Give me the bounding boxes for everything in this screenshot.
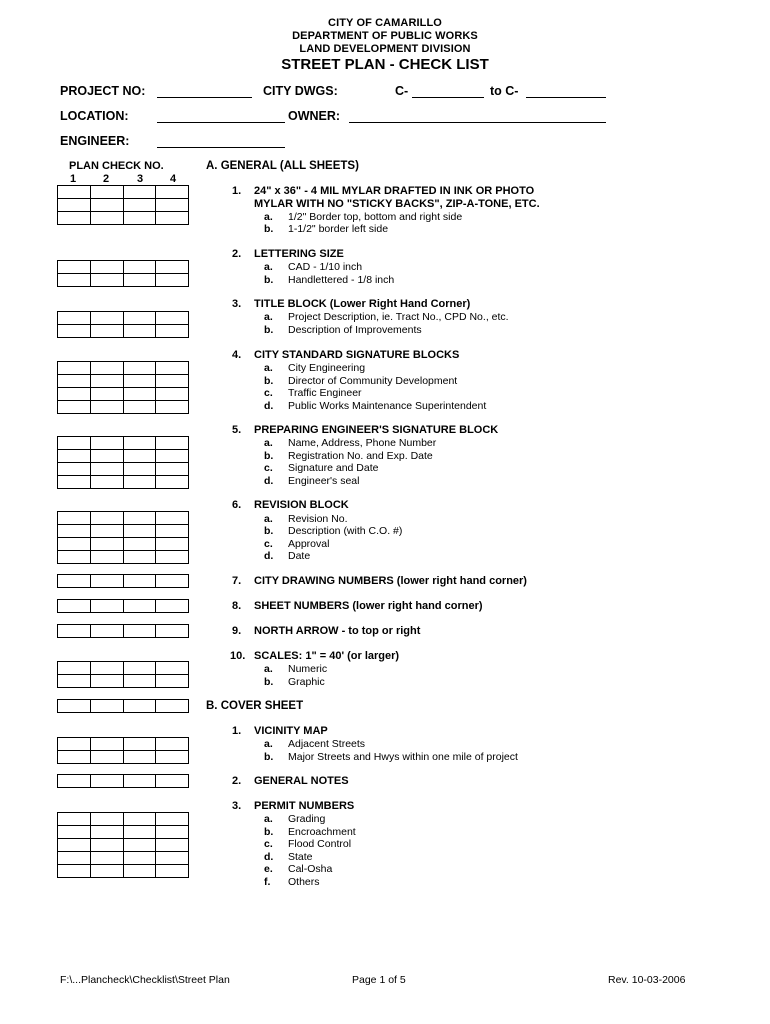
sub-letter: b. — [264, 223, 274, 235]
plan-check-box[interactable] — [58, 437, 91, 450]
plan-check-box[interactable] — [58, 476, 91, 489]
plan-check-col-2: 2 — [103, 173, 110, 185]
plan-check-box[interactable] — [90, 512, 123, 525]
sub-letter: d. — [264, 400, 274, 412]
plan-check-box[interactable] — [123, 826, 156, 839]
plan-check-box[interactable] — [58, 662, 91, 675]
plan-check-box[interactable] — [58, 375, 91, 388]
plan-check-box[interactable] — [156, 450, 189, 463]
sub-letter: c. — [264, 387, 273, 399]
plan-check-box[interactable] — [156, 186, 189, 199]
sub-item: Adjacent Streets — [288, 738, 366, 750]
plan-check-box[interactable] — [123, 738, 156, 751]
item-number: 3. — [232, 800, 242, 812]
item-number: 6. — [232, 499, 242, 511]
header-city: CITY OF CAMARILLO — [328, 17, 442, 29]
sub-letter: a. — [264, 311, 273, 323]
plan-check-grid — [57, 624, 189, 638]
section-b-title: B. COVER SHEET — [206, 700, 304, 712]
sub-letter: a. — [264, 738, 273, 750]
plan-check-box[interactable] — [156, 775, 189, 788]
plan-check-box[interactable] — [156, 675, 189, 688]
plan-check-box[interactable] — [90, 463, 123, 476]
sub-item: Major Streets and Hwys within one mile of project — [288, 751, 518, 763]
plan-check-box[interactable] — [58, 675, 91, 688]
c-prefix-label: C- — [395, 84, 409, 98]
plan-check-box[interactable] — [123, 662, 156, 675]
header-department: DEPARTMENT OF PUBLIC WORKS — [292, 30, 478, 42]
sub-item: Graphic — [288, 676, 325, 688]
sub-letter: a. — [264, 437, 273, 449]
sub-item: Description of Improvements — [288, 324, 422, 336]
sub-item: City Engineering — [288, 362, 366, 374]
sub-item: Engineer's seal — [288, 475, 360, 487]
plan-check-box[interactable] — [156, 700, 189, 713]
sub-letter: b. — [264, 676, 274, 688]
plan-check-box[interactable] — [123, 675, 156, 688]
item-number: 4. — [232, 349, 242, 361]
item-title: SHEET NUMBERS (lower right hand corner) — [254, 600, 483, 612]
plan-check-box[interactable] — [156, 476, 189, 489]
item-title: CITY STANDARD SIGNATURE BLOCKS — [254, 349, 460, 361]
sub-letter: d. — [264, 475, 274, 487]
plan-check-box[interactable] — [156, 388, 189, 401]
sub-item: Flood Control — [288, 838, 352, 850]
plan-check-box[interactable] — [90, 437, 123, 450]
plan-check-box[interactable] — [90, 865, 123, 878]
plan-check-box[interactable] — [123, 775, 156, 788]
plan-check-box[interactable] — [58, 512, 91, 525]
plan-check-grid — [57, 812, 189, 878]
item-number: 5. — [232, 424, 242, 436]
plan-check-box[interactable] — [90, 212, 123, 225]
plan-check-box[interactable] — [123, 476, 156, 489]
plan-check-box[interactable] — [90, 186, 123, 199]
page-title: STREET PLAN - CHECK LIST — [281, 56, 489, 73]
sub-item: 1/2" Border top, bottom and right side — [288, 211, 463, 223]
plan-check-grid — [57, 260, 189, 287]
plan-check-grid — [57, 774, 189, 788]
plan-check-box[interactable] — [156, 512, 189, 525]
plan-check-box[interactable] — [156, 575, 189, 588]
footer-page-number: Page 1 of 5 — [352, 974, 406, 986]
project-no-label: PROJECT NO: — [60, 84, 146, 98]
plan-check-box[interactable] — [58, 450, 91, 463]
plan-check-box[interactable] — [156, 274, 189, 287]
item-title: NORTH ARROW - to top or right — [254, 625, 421, 637]
section-a-title: A. GENERAL (ALL SHEETS) — [206, 160, 359, 172]
plan-check-box[interactable] — [123, 575, 156, 588]
item-number: 10. — [230, 650, 246, 662]
sub-letter: a. — [264, 663, 273, 675]
plan-check-box[interactable] — [90, 538, 123, 551]
sub-letter: b. — [264, 274, 274, 286]
plan-check-box[interactable] — [123, 450, 156, 463]
owner-label: OWNER: — [288, 109, 341, 123]
item-title: GENERAL NOTES — [254, 775, 349, 787]
sub-letter: b. — [264, 324, 274, 336]
plan-check-box[interactable] — [90, 261, 123, 274]
plan-check-box[interactable] — [156, 401, 189, 414]
plan-check-box[interactable] — [123, 865, 156, 878]
item-number: 1. — [232, 185, 242, 197]
sub-letter: d. — [264, 550, 274, 562]
location-label: LOCATION: — [60, 109, 129, 123]
plan-check-box[interactable] — [58, 700, 91, 713]
plan-check-box[interactable] — [58, 261, 91, 274]
plan-check-box[interactable] — [90, 662, 123, 675]
plan-check-box[interactable] — [156, 600, 189, 613]
plan-check-box[interactable] — [90, 751, 123, 764]
plan-check-box[interactable] — [58, 575, 91, 588]
sub-item: Cal-Osha — [288, 863, 333, 875]
plan-check-box[interactable] — [123, 437, 156, 450]
sub-item: Revision No. — [288, 513, 348, 525]
project-no-field[interactable] — [157, 97, 252, 98]
plan-check-col-4: 4 — [170, 173, 177, 185]
sub-item: Public Works Maintenance Superintendent — [288, 400, 487, 412]
plan-check-box[interactable] — [90, 839, 123, 852]
plan-check-grid — [57, 436, 189, 489]
sub-letter: b. — [264, 826, 274, 838]
sub-item: Numeric — [288, 663, 328, 675]
item-number: 7. — [232, 575, 242, 587]
plan-check-box[interactable] — [123, 600, 156, 613]
plan-check-box[interactable] — [156, 852, 189, 865]
plan-check-box[interactable] — [156, 865, 189, 878]
item-title: 24" x 36" - 4 MIL MYLAR DRAFTED IN INK OR PHOTO — [254, 185, 535, 197]
plan-check-box[interactable] — [58, 852, 91, 865]
plan-check-box[interactable] — [58, 463, 91, 476]
plan-check-box[interactable] — [58, 312, 91, 325]
plan-check-box[interactable] — [123, 551, 156, 564]
plan-check-box[interactable] — [90, 738, 123, 751]
item-title: REVISION BLOCK — [254, 499, 349, 511]
plan-check-box[interactable] — [90, 325, 123, 338]
plan-check-box[interactable] — [156, 826, 189, 839]
plan-check-grid — [57, 511, 189, 564]
plan-check-box[interactable] — [58, 826, 91, 839]
owner-field[interactable] — [349, 122, 606, 123]
sub-letter: d. — [264, 851, 274, 863]
sub-letter: f. — [264, 876, 271, 888]
item-number: 2. — [232, 248, 242, 260]
footer-file-path: F:\...Plancheck\Checklist\Street Plan — [60, 974, 230, 986]
plan-check-box[interactable] — [123, 388, 156, 401]
plan-check-box[interactable] — [58, 865, 91, 878]
plan-check-label: PLAN CHECK NO. — [69, 160, 164, 172]
plan-check-box[interactable] — [58, 538, 91, 551]
sub-item: Registration No. and Exp. Date — [288, 450, 433, 462]
plan-check-box[interactable] — [123, 625, 156, 638]
sub-item: Traffic Engineer — [288, 387, 362, 399]
plan-check-box[interactable] — [90, 525, 123, 538]
sub-item: Date — [288, 550, 311, 562]
c-from-field[interactable] — [412, 97, 484, 98]
plan-check-box[interactable] — [58, 362, 91, 375]
item-number: 1. — [232, 725, 242, 737]
header-division: LAND DEVELOPMENT DIVISION — [299, 43, 471, 55]
plan-check-box[interactable] — [123, 375, 156, 388]
plan-check-box[interactable] — [123, 852, 156, 865]
sub-letter: b. — [264, 450, 274, 462]
location-field[interactable] — [157, 122, 285, 123]
plan-check-box[interactable] — [58, 525, 91, 538]
plan-check-box[interactable] — [58, 212, 91, 225]
plan-check-box[interactable] — [156, 261, 189, 274]
engineer-field[interactable] — [157, 147, 285, 148]
item-number: 8. — [232, 600, 242, 612]
plan-check-box[interactable] — [90, 826, 123, 839]
plan-check-box[interactable] — [90, 675, 123, 688]
plan-check-box[interactable] — [156, 525, 189, 538]
sub-item: CAD - 1/10 inch — [288, 261, 363, 273]
plan-check-box[interactable] — [123, 463, 156, 476]
item-title: LETTERING SIZE — [254, 248, 344, 260]
plan-check-box[interactable] — [123, 525, 156, 538]
plan-check-grid — [57, 574, 189, 588]
plan-check-box[interactable] — [90, 575, 123, 588]
plan-check-grid — [57, 599, 189, 613]
plan-check-box[interactable] — [123, 186, 156, 199]
item-title: SCALES: 1" = 40' (or larger) — [254, 650, 400, 662]
sub-item: Handlettered - 1/8 inch — [288, 274, 395, 286]
plan-check-box[interactable] — [90, 476, 123, 489]
sub-item: Project Description, ie. Tract No., CPD No., etc. — [288, 311, 509, 323]
plan-check-box[interactable] — [156, 625, 189, 638]
plan-check-box[interactable] — [90, 600, 123, 613]
sub-item: Encroachment — [288, 826, 356, 838]
sub-letter: c. — [264, 538, 273, 550]
engineer-label: ENGINEER: — [60, 134, 130, 148]
plan-check-box[interactable] — [123, 312, 156, 325]
plan-check-box[interactable] — [123, 362, 156, 375]
plan-check-box[interactable] — [156, 738, 189, 751]
plan-check-box[interactable] — [156, 375, 189, 388]
plan-check-grid — [57, 661, 189, 688]
item-number: 3. — [232, 298, 242, 310]
footer-revision: Rev. 10-03-2006 — [608, 974, 686, 986]
plan-check-box[interactable] — [58, 325, 91, 338]
plan-check-box[interactable] — [156, 437, 189, 450]
item-number: 9. — [232, 625, 242, 637]
plan-check-box[interactable] — [123, 325, 156, 338]
plan-check-box[interactable] — [123, 813, 156, 826]
sub-letter: a. — [264, 211, 273, 223]
plan-check-box[interactable] — [156, 662, 189, 675]
plan-check-grid — [57, 699, 189, 713]
sub-item: Description (with C.O. #) — [288, 525, 403, 537]
plan-check-box[interactable] — [58, 551, 91, 564]
plan-check-box[interactable] — [156, 751, 189, 764]
plan-check-box[interactable] — [58, 775, 91, 788]
sub-letter: a. — [264, 261, 273, 273]
item-title: MYLAR WITH NO "STICKY BACKS", ZIP-A-TONE, ETC. — [254, 198, 540, 210]
plan-check-grid — [57, 185, 189, 225]
plan-check-box[interactable] — [156, 538, 189, 551]
item-title: PREPARING ENGINEER'S SIGNATURE BLOCK — [254, 424, 499, 436]
sub-letter: b. — [264, 525, 274, 537]
plan-check-box[interactable] — [58, 274, 91, 287]
plan-check-box[interactable] — [90, 274, 123, 287]
plan-check-box[interactable] — [58, 738, 91, 751]
plan-check-box[interactable] — [58, 600, 91, 613]
sub-letter: c. — [264, 838, 273, 850]
plan-check-box[interactable] — [58, 813, 91, 826]
item-title: VICINITY MAP — [254, 725, 328, 737]
sub-letter: a. — [264, 513, 273, 525]
plan-check-box[interactable] — [156, 813, 189, 826]
item-title: TITLE BLOCK (Lower Right Hand Corner) — [254, 298, 471, 310]
item-title: CITY DRAWING NUMBERS (lower right hand corner) — [254, 575, 527, 587]
c-to-field[interactable] — [526, 97, 606, 98]
plan-check-box[interactable] — [156, 212, 189, 225]
plan-check-box[interactable] — [123, 261, 156, 274]
plan-check-box[interactable] — [58, 401, 91, 414]
plan-check-box[interactable] — [90, 199, 123, 212]
item-title: PERMIT NUMBERS — [254, 800, 355, 812]
plan-check-box[interactable] — [123, 401, 156, 414]
sub-letter: b. — [264, 375, 274, 387]
plan-check-box[interactable] — [123, 512, 156, 525]
plan-check-box[interactable] — [123, 751, 156, 764]
plan-check-box[interactable] — [156, 551, 189, 564]
plan-check-box[interactable] — [58, 751, 91, 764]
plan-check-col-1: 1 — [70, 173, 77, 185]
plan-check-box[interactable] — [90, 388, 123, 401]
plan-check-grid — [57, 361, 189, 414]
sub-item: 1-1/2" border left side — [288, 223, 389, 235]
to-c-label: to C- — [490, 84, 519, 98]
plan-check-box[interactable] — [90, 551, 123, 564]
sub-letter: a. — [264, 362, 273, 374]
plan-check-box[interactable] — [156, 463, 189, 476]
plan-check-box[interactable] — [90, 775, 123, 788]
plan-check-box[interactable] — [90, 700, 123, 713]
item-number: 2. — [232, 775, 242, 787]
plan-check-box[interactable] — [156, 199, 189, 212]
sub-item: State — [288, 851, 313, 863]
sub-item: Others — [288, 876, 320, 888]
plan-check-box[interactable] — [58, 388, 91, 401]
sub-item: Director of Community Development — [288, 375, 458, 387]
plan-check-grid — [57, 311, 189, 338]
plan-check-grid — [57, 737, 189, 764]
plan-check-box[interactable] — [58, 625, 91, 638]
plan-check-box[interactable] — [90, 625, 123, 638]
plan-check-box[interactable] — [90, 362, 123, 375]
plan-check-box[interactable] — [90, 375, 123, 388]
plan-check-box[interactable] — [123, 839, 156, 852]
plan-check-box[interactable] — [123, 212, 156, 225]
plan-check-box[interactable] — [90, 852, 123, 865]
city-dwgs-label: CITY DWGS: — [263, 84, 338, 98]
plan-check-box[interactable] — [58, 839, 91, 852]
plan-check-box[interactable] — [123, 199, 156, 212]
plan-check-box[interactable] — [90, 813, 123, 826]
plan-check-box[interactable] — [90, 401, 123, 414]
sub-letter: b. — [264, 751, 274, 763]
sub-letter: e. — [264, 863, 273, 875]
sub-item: Grading — [288, 813, 326, 825]
plan-check-box[interactable] — [58, 186, 91, 199]
plan-check-box[interactable] — [90, 450, 123, 463]
plan-check-box[interactable] — [123, 274, 156, 287]
sub-letter: c. — [264, 462, 273, 474]
sub-letter: a. — [264, 813, 273, 825]
plan-check-box[interactable] — [156, 839, 189, 852]
plan-check-box[interactable] — [90, 312, 123, 325]
sub-item: Approval — [288, 538, 330, 550]
plan-check-box[interactable] — [58, 199, 91, 212]
sub-item: Name, Address, Phone Number — [288, 437, 437, 449]
plan-check-col-3: 3 — [137, 173, 144, 185]
sub-item: Signature and Date — [288, 462, 379, 474]
plan-check-box[interactable] — [123, 538, 156, 551]
plan-check-box[interactable] — [123, 700, 156, 713]
plan-check-box[interactable] — [156, 362, 189, 375]
plan-check-box[interactable] — [156, 325, 189, 338]
plan-check-box[interactable] — [156, 312, 189, 325]
